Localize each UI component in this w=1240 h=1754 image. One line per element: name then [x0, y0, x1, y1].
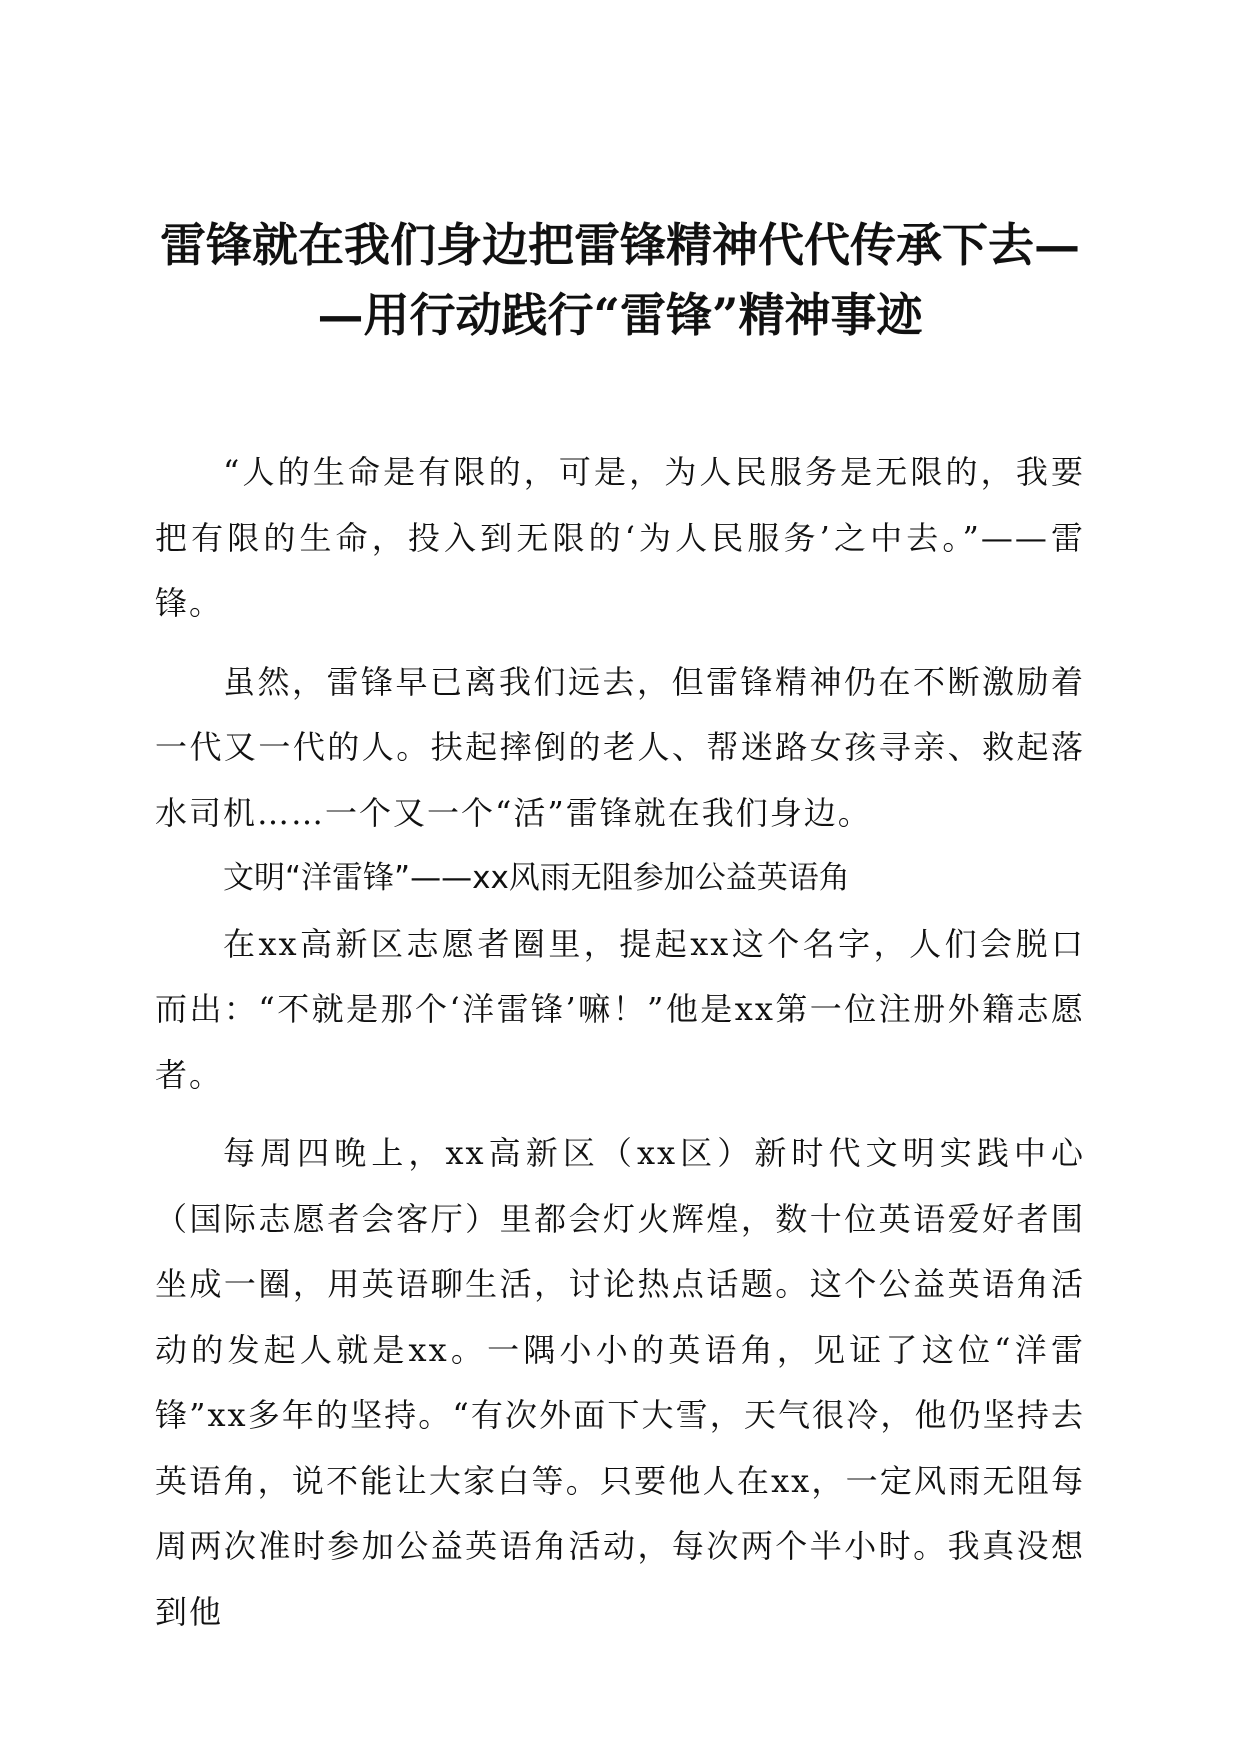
- quote-paragraph: “人的生命是有限的，可是，为人民服务是无限的，我要把有限的生命，投入到无限的‘为人民服务’之中去。”——雷锋。: [155, 453, 1085, 622]
- section-paragraph-2: 每周四晚上，xx高新区（xx区）新时代文明实践中心（国际志愿者会客厅）里都会灯火辉煌，数十位英语爱好者围坐成一圈，用英语聊生活，讨论热点话题。这个公益英语角活动的发起人就是xx。一隅小小的英语角，见证了这位“洋雷锋”xx多年的坚持。“有次外面下大雪，天气很冷，他仍坚持去英语角，说不能让大家白等。只要他人在xx，一定风雨无阻每周两次准时参加公益英语角活动，每次两个半小时。我真没想到他: [155, 1134, 1085, 1631]
- title-line-1: 雷锋就在我们身边把雷锋精神代代传承下去—: [160, 218, 1080, 272]
- section-subheading: 文明“洋雷锋”——xx风雨无阻参加公益英语角: [223, 860, 850, 896]
- intro-paragraph: 虽然，雷锋早已离我们远去，但雷锋精神仍在不断激励着一代又一代的人。扶起摔倒的老人、帮迷路女孩寻亲、救起落水司机……一个又一个“活”雷锋就在我们身边。: [155, 662, 1085, 832]
- document-body: [155, 440, 1085, 1645]
- title-line-2: —用行动践行“雷锋”精神事迹: [317, 288, 923, 342]
- section-paragraph-1: 在xx高新区志愿者圈里，提起xx这个名字，人们会脱口而出：“不就是那个‘洋雷锋’嘛！”他是xx第一位注册外籍志愿者。: [155, 924, 1085, 1094]
- document-title: [155, 210, 1085, 350]
